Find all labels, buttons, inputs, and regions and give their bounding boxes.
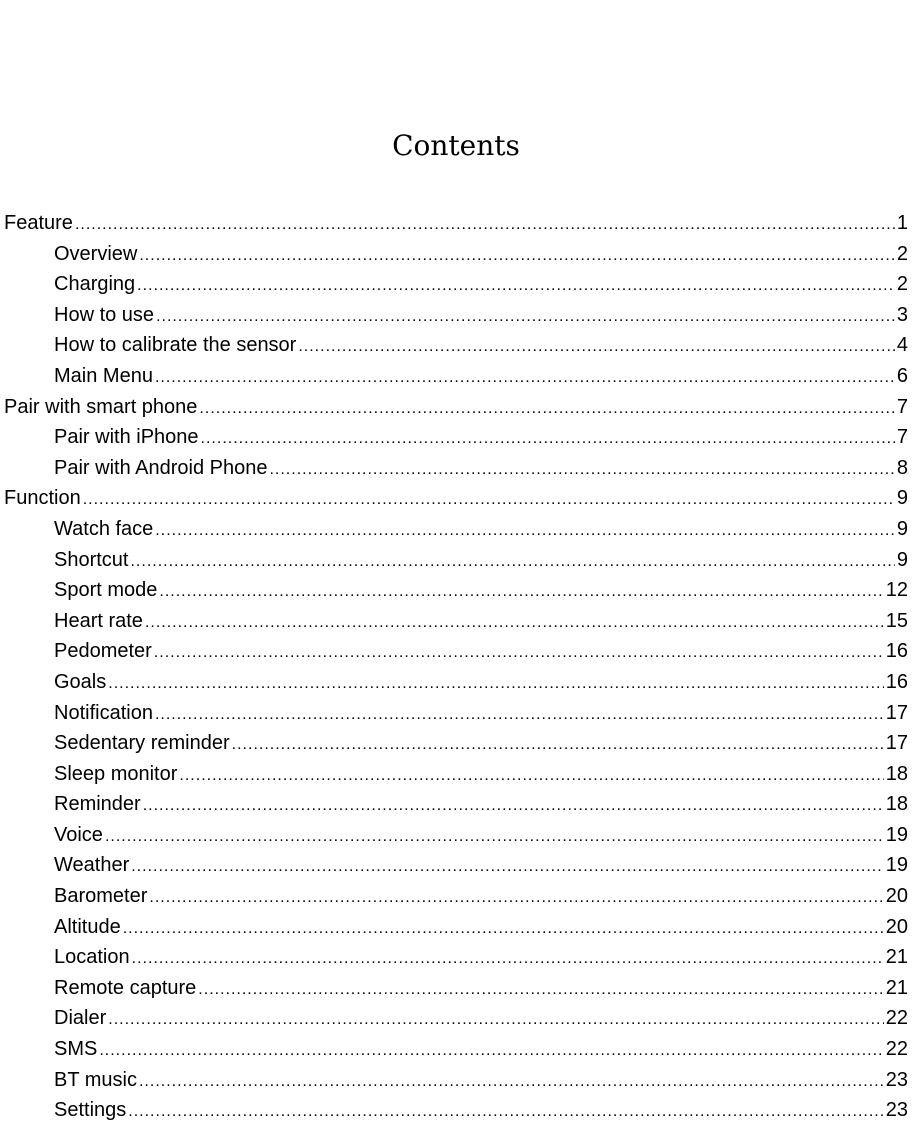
toc-entry[interactable] bbox=[4, 1065, 908, 1096]
toc-entry[interactable] bbox=[4, 514, 908, 545]
toc-entry-label: Goals bbox=[54, 670, 107, 693]
toc-dot-leader bbox=[232, 730, 884, 761]
toc-dot-leader bbox=[143, 791, 884, 822]
toc-dot-leader bbox=[130, 547, 894, 578]
toc-entry[interactable] bbox=[4, 728, 908, 759]
toc-entry[interactable] bbox=[4, 208, 908, 239]
toc-entry-page-number: 1 bbox=[896, 212, 908, 234]
toc-entry[interactable] bbox=[4, 575, 908, 606]
toc-entry-page-number: 4 bbox=[896, 334, 908, 357]
toc-entry-label: Reminder bbox=[54, 793, 141, 816]
toc-entry-page-number: 21 bbox=[885, 976, 908, 999]
toc-dot-leader bbox=[105, 822, 884, 853]
toc-entry-label: Watch face bbox=[54, 517, 154, 540]
toc-dot-leader bbox=[137, 271, 895, 302]
toc-entry-page-number: 20 bbox=[885, 915, 908, 938]
toc-dot-leader bbox=[83, 485, 895, 516]
toc-dot-leader bbox=[99, 1036, 883, 1067]
toc-entry-page-number: 9 bbox=[896, 548, 908, 571]
toc-entry-page-number: 12 bbox=[885, 579, 908, 602]
toc-dot-leader bbox=[155, 363, 895, 394]
toc-entry-label: Sedentary reminder bbox=[54, 732, 230, 755]
toc-entry[interactable] bbox=[4, 545, 908, 576]
toc-entry-page-number: 3 bbox=[896, 303, 908, 326]
toc-entry-page-number: 9 bbox=[896, 487, 908, 510]
toc-dot-leader bbox=[139, 1067, 884, 1098]
toc-entry-label: Notification bbox=[54, 701, 153, 724]
toc-dot-leader bbox=[149, 883, 883, 914]
toc-dot-leader bbox=[199, 394, 894, 425]
toc-entry-page-number: 2 bbox=[896, 242, 908, 265]
toc-dot-leader bbox=[155, 516, 895, 547]
toc-entry-page-number: 20 bbox=[885, 885, 908, 908]
toc-entry[interactable] bbox=[4, 1095, 908, 1126]
toc-entry[interactable] bbox=[4, 850, 908, 881]
toc-dot-leader bbox=[108, 669, 884, 700]
toc-dot-leader bbox=[145, 608, 884, 639]
toc-entry-page-number: 22 bbox=[885, 1007, 908, 1030]
toc-entry[interactable] bbox=[4, 973, 908, 1004]
toc-entry[interactable] bbox=[4, 820, 908, 851]
toc-entry-label: Pedometer bbox=[54, 640, 152, 663]
toc-entry-label: Overview bbox=[54, 242, 138, 265]
toc-entry-page-number: 2 bbox=[896, 273, 908, 296]
toc-entry-page-number: 7 bbox=[896, 395, 908, 418]
toc-entry[interactable] bbox=[4, 759, 908, 790]
toc-entry-label: Location bbox=[54, 946, 130, 969]
toc-entry[interactable] bbox=[4, 636, 908, 667]
toc-entry-label: Weather bbox=[54, 854, 130, 877]
toc-entry-label: Dialer bbox=[54, 1007, 107, 1030]
toc-dot-leader bbox=[298, 332, 895, 363]
toc-entry[interactable] bbox=[4, 330, 908, 361]
toc-entry[interactable] bbox=[4, 1003, 908, 1034]
toc-entry-page-number: 23 bbox=[885, 1068, 908, 1091]
toc-entry[interactable] bbox=[4, 483, 908, 514]
toc-entry-label: How to calibrate the sensor bbox=[54, 334, 297, 357]
toc-dot-leader bbox=[156, 302, 895, 333]
toc-entry[interactable] bbox=[4, 239, 908, 270]
toc-entry-label: Voice bbox=[54, 823, 103, 846]
toc-entry-label: Function bbox=[4, 487, 81, 510]
toc-entry-label: How to use bbox=[54, 303, 155, 326]
toc-entry-label: Sport mode bbox=[54, 579, 158, 602]
toc-entry[interactable] bbox=[4, 392, 908, 423]
toc-entry-page-number: 16 bbox=[885, 670, 908, 693]
toc-entry-label: SMS bbox=[54, 1038, 98, 1061]
toc-entry-label: Feature bbox=[4, 212, 73, 234]
toc-entry[interactable] bbox=[4, 422, 908, 453]
toc-entry-label: Pair with smart phone bbox=[4, 395, 198, 418]
toc-entry[interactable] bbox=[4, 667, 908, 698]
toc-entry-page-number: 8 bbox=[896, 456, 908, 479]
toc-entry-page-number: 17 bbox=[885, 701, 908, 724]
toc-dot-leader bbox=[154, 638, 884, 669]
toc-entry-page-number: 9 bbox=[896, 517, 908, 540]
page-title: Contents bbox=[392, 129, 520, 162]
toc-entry-page-number: 17 bbox=[885, 732, 908, 755]
toc-entry[interactable] bbox=[4, 606, 908, 637]
toc-entry-label: Pair with iPhone bbox=[54, 426, 199, 449]
toc-entry-label: Shortcut bbox=[54, 548, 129, 571]
toc-dot-leader bbox=[201, 424, 895, 455]
toc-entry-page-number: 16 bbox=[885, 640, 908, 663]
toc-entry-page-number: 22 bbox=[885, 1038, 908, 1061]
toc-dot-leader bbox=[131, 852, 884, 883]
toc-dot-leader bbox=[108, 1005, 884, 1036]
toc-entry-label: Main Menu bbox=[54, 364, 153, 387]
toc-entry[interactable] bbox=[4, 881, 908, 912]
toc-entry[interactable] bbox=[4, 1034, 908, 1065]
toc-entry[interactable] bbox=[4, 361, 908, 392]
toc-entry-page-number: 19 bbox=[885, 823, 908, 846]
toc-dot-leader bbox=[128, 1097, 883, 1128]
toc-entry[interactable] bbox=[4, 912, 908, 943]
toc-entry-page-number: 21 bbox=[885, 946, 908, 969]
toc-dot-leader bbox=[179, 761, 883, 792]
toc-entry-page-number: 15 bbox=[885, 609, 908, 632]
toc-entry-label: Settings bbox=[54, 1099, 127, 1122]
toc-entry-label: Remote capture bbox=[54, 976, 197, 999]
toc-dot-leader bbox=[75, 210, 895, 241]
toc-dot-leader bbox=[155, 700, 884, 731]
toc-entry[interactable] bbox=[4, 698, 908, 729]
toc-dot-leader bbox=[123, 914, 884, 945]
toc-dot-leader bbox=[269, 455, 894, 486]
toc-entry-page-number: 6 bbox=[896, 364, 908, 387]
toc-entry[interactable] bbox=[4, 789, 908, 820]
toc-entry-page-number: 18 bbox=[885, 793, 908, 816]
toc-entry[interactable] bbox=[4, 269, 908, 300]
toc-entry-label: Charging bbox=[54, 273, 136, 296]
toc-entry[interactable] bbox=[4, 942, 908, 973]
toc-entry[interactable] bbox=[4, 300, 908, 331]
toc-dot-leader bbox=[159, 577, 883, 608]
toc-entry-label: Barometer bbox=[54, 885, 148, 908]
toc-entry-page-number: 19 bbox=[885, 854, 908, 877]
toc-entry-label: Pair with Android Phone bbox=[54, 456, 268, 479]
toc-entry-label: Sleep monitor bbox=[54, 762, 178, 785]
toc-entry-label: Heart rate bbox=[54, 609, 143, 632]
toc-dot-leader bbox=[132, 944, 884, 975]
toc-entry-label: Altitude bbox=[54, 915, 121, 938]
toc-entry-page-number: 7 bbox=[896, 426, 908, 449]
toc-entry-label: BT music bbox=[54, 1068, 137, 1091]
toc-dot-leader bbox=[198, 975, 883, 1006]
toc-entry[interactable] bbox=[4, 453, 908, 484]
toc-entry-page-number: 18 bbox=[885, 762, 908, 785]
toc-entry-page-number: 23 bbox=[885, 1099, 908, 1122]
table-of-contents bbox=[4, 208, 908, 1126]
toc-dot-leader bbox=[139, 241, 895, 272]
